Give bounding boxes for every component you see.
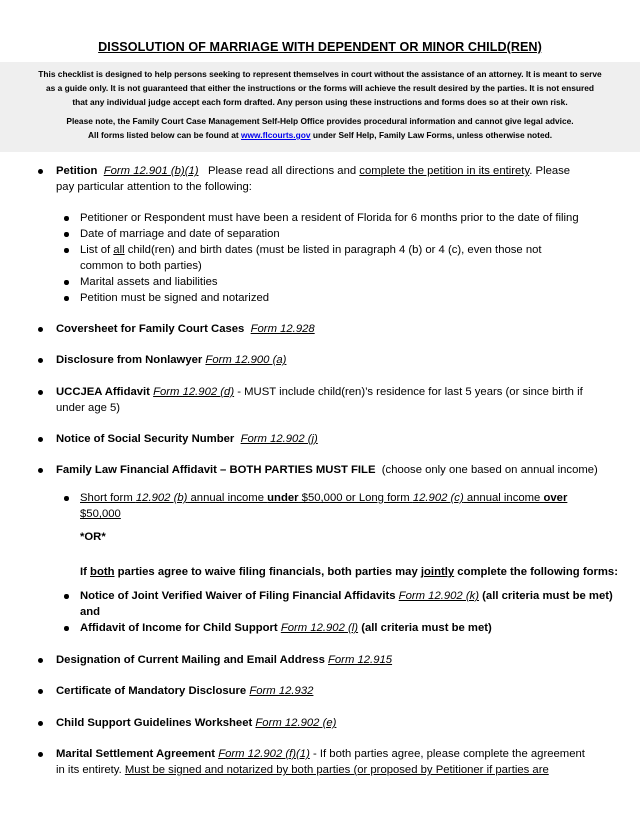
disclaimer-line: This checklist is designed to help persons seeking to represent themselves in court without the assistance of an attorney. It is meant to serve bbox=[38, 69, 602, 79]
forms-location-line: All forms listed below can be found at www.flcourts.gov under Self Help, Family Law Forms, unless otherwise noted. bbox=[87, 130, 553, 140]
bullet-icon bbox=[64, 496, 69, 501]
bullet-icon bbox=[64, 232, 69, 237]
flcourts-link[interactable]: www.flcourts.gov bbox=[241, 130, 311, 140]
page-title: DISSOLUTION OF MARRIAGE WITH DEPENDENT OR MINOR CHILD(REN) bbox=[98, 40, 542, 54]
bullet-icon bbox=[64, 296, 69, 301]
petition-requirement: Marital assets and liabilities bbox=[80, 276, 218, 288]
bullet-icon bbox=[38, 327, 43, 332]
bullet-icon bbox=[64, 280, 69, 285]
bullet-icon bbox=[38, 169, 43, 174]
checklist-item-ssn: Notice of Social Security Number Form 12.902 (j) bbox=[56, 433, 318, 445]
form-reference: Form 12.900 (a) bbox=[205, 354, 287, 366]
form-reference: Form 12.928 bbox=[250, 323, 315, 335]
waiver-instruction: If both parties agree to waive filing financials, both parties may jointly complete the following forms: bbox=[80, 566, 618, 578]
bullet-icon bbox=[64, 594, 69, 599]
checklist-item-settlement-agreement: Marital Settlement Agreement Form 12.902 (f)(1) - If both parties agree, please complete the agreement in its entirety. Must be signed and notarized by both parties (or proposed by Petitioner if parties are bbox=[56, 748, 585, 776]
form-reference: Form 12.902 (l) bbox=[280, 622, 359, 634]
bullet-icon bbox=[38, 390, 43, 395]
disclaimer-line: Please note, the Family Court Case Management Self-Help Office provides procedural information and cannot give legal advice. bbox=[66, 116, 574, 126]
financial-form-choice: Short form 12.902 (b) annual income under $50,000 or Long form 12.902 (c) annual income over $50,000 bbox=[80, 492, 568, 520]
disclaimer-line: that any individual judge accept each form drafted. Any person using these instructions and forms does so at their own risk. bbox=[72, 97, 568, 107]
checklist-item-coversheet: Coversheet for Family Court Cases Form 12.928 bbox=[56, 323, 315, 335]
checklist-item-support-worksheet: Child Support Guidelines Worksheet Form 12.902 (e) bbox=[56, 717, 337, 729]
or-separator: *OR* bbox=[80, 531, 106, 543]
bullet-icon bbox=[38, 468, 43, 473]
joint-waiver-form: Notice of Joint Verified Waiver of Filing Financial Affidavits Form 12.902 (k) (all criteria must be met) and bbox=[80, 590, 613, 618]
bullet-icon bbox=[38, 358, 43, 363]
bullet-icon bbox=[38, 689, 43, 694]
bullet-icon bbox=[64, 626, 69, 631]
form-reference: Form 12.901 (b)(1) bbox=[103, 165, 199, 177]
checklist-item-disclosure: Disclosure from Nonlawyer Form 12.900 (a) bbox=[56, 354, 287, 366]
petition-requirement: Petition must be signed and notarized bbox=[80, 292, 270, 304]
petition-requirement: Date of marriage and date of separation bbox=[80, 228, 280, 240]
checklist-item-mailing-address: Designation of Current Mailing and Email Address Form 12.915 bbox=[56, 654, 393, 666]
checklist-item-uccjea: UCCJEA Affidavit Form 12.902 (d) - MUST include child(ren)’s residence for last 5 years (or since birth if under age 5) bbox=[56, 386, 583, 414]
disclaimer-line: as a guide only. It is not guaranteed that either the instructions or the forms will achieve the result desired by the parties. It is not ensured bbox=[45, 83, 595, 93]
bullet-icon bbox=[38, 658, 43, 663]
form-reference: Form 12.902 (f)(1) bbox=[218, 748, 310, 760]
form-reference: Form 12.902 (e) bbox=[255, 717, 337, 729]
checklist-item-financial-affidavit: Family Law Financial Affidavit – BOTH PARTIES MUST FILE (choose only one based on annual income) bbox=[56, 464, 598, 476]
petition-requirement: List of all child(ren) and birth dates (must be listed in paragraph 4 (b) or 4 (c), even those not common to both parties) bbox=[80, 244, 542, 272]
form-reference: Form 12.902 (d) bbox=[153, 386, 235, 398]
bullet-icon bbox=[38, 752, 43, 757]
checklist-item-mandatory-disclosure: Certificate of Mandatory Disclosure Form 12.932 bbox=[56, 685, 314, 697]
income-affidavit-form: Affidavit of Income for Child Support Form 12.902 (l) (all criteria must be met) bbox=[80, 622, 492, 634]
bullet-icon bbox=[38, 721, 43, 726]
form-reference: Form 12.915 bbox=[328, 654, 393, 666]
form-reference: Form 12.902 (k) bbox=[398, 590, 480, 602]
checklist-item-petition: Petition Form 12.901 (b)(1) Please read all directions and complete the petition in its entirety. Please pay particular attention to the following: bbox=[56, 165, 571, 193]
bullet-icon bbox=[38, 437, 43, 442]
form-reference: Form 12.902 (j) bbox=[240, 433, 318, 445]
form-reference: Form 12.932 bbox=[249, 685, 314, 697]
bullet-icon bbox=[64, 216, 69, 221]
bullet-icon bbox=[64, 248, 69, 253]
petition-requirement: Petitioner or Respondent must have been a resident of Florida for 6 months prior to the date of filing bbox=[80, 212, 579, 224]
